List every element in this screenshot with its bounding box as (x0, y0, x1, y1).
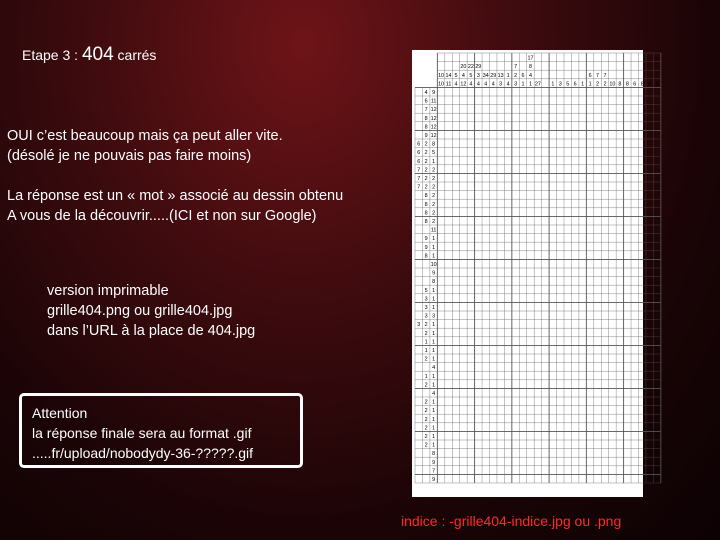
row-clue: 2 (424, 416, 428, 423)
row-clue: 7 (424, 107, 428, 114)
row-clue: 2 (424, 150, 428, 157)
row-clue: 1 (432, 305, 436, 311)
column-clue: 10 (438, 81, 445, 88)
row-clue: 5 (424, 287, 428, 294)
column-clue: 6 (521, 72, 525, 79)
row-clue: 12 (430, 115, 437, 122)
attention-box (19, 393, 303, 468)
row-clue: 8 (424, 201, 428, 208)
nonogram-grid (412, 50, 659, 497)
row-clue: 9 (424, 236, 428, 243)
column-clue: 2 (596, 81, 600, 88)
row-clue: 1 (424, 339, 428, 346)
row-clue: 2 (424, 184, 428, 191)
row-clue: 1 (432, 158, 436, 165)
row-clue: 2 (432, 167, 436, 174)
intro-line: A vous de la découvrir.....(ICI et non sur Google) (7, 208, 317, 224)
column-clue: 2 (603, 81, 607, 88)
column-clue: 8 (618, 81, 622, 88)
row-clue: 12 (430, 133, 437, 139)
row-clue: 2 (432, 219, 436, 225)
row-clue: 1 (432, 236, 436, 243)
column-clue: 4 (469, 81, 473, 88)
intro-line: (désolé je ne pouvais pas faire moins) (7, 148, 252, 164)
row-clue: 3 (417, 322, 421, 329)
column-clue: 6 (573, 81, 577, 88)
row-clue: 9 (424, 244, 428, 251)
row-clue: 2 (432, 184, 436, 191)
column-clue: 4 (454, 81, 458, 88)
attention-line: la réponse finale sera au format .gif (32, 425, 252, 441)
row-clue: 8 (424, 219, 428, 225)
row-clue: 2 (432, 201, 436, 208)
row-clue: 1 (432, 244, 436, 251)
row-clue: 1 (432, 442, 436, 449)
step-suffix: carrés (117, 47, 157, 63)
row-clue: 9 (424, 133, 428, 139)
row-clue: 2 (424, 408, 428, 415)
row-clue: 1 (432, 296, 436, 303)
row-clue: 8 (424, 193, 428, 200)
row-clue: 2 (432, 193, 436, 200)
column-clue: 3 (476, 72, 480, 79)
intro-text (7, 126, 343, 226)
column-clue: 7 (603, 72, 607, 79)
row-clue: 8 (424, 253, 428, 260)
row-clue: 2 (424, 158, 428, 165)
row-clue: 2 (424, 434, 428, 440)
print-line: version imprimable (47, 283, 169, 299)
row-clue: 1 (432, 373, 436, 380)
square-count: 404 (81, 44, 114, 65)
column-clue: 13 (497, 72, 504, 79)
attention-line: .....fr/upload/nobodydy-36-?????.gif (32, 445, 254, 461)
column-clue: 14 (445, 72, 452, 79)
column-clue: 34 (482, 72, 489, 79)
column-clue: 1 (521, 81, 525, 88)
row-clue: 9 (432, 477, 436, 483)
column-clue: 7 (514, 64, 518, 71)
column-clue: 1 (506, 72, 510, 79)
row-clue: 1 (432, 339, 436, 346)
row-clue: 7 (417, 167, 421, 174)
row-clue: 9 (432, 459, 436, 466)
intro-line (7, 166, 343, 186)
row-clue: 2 (424, 399, 428, 406)
column-clue: 27 (534, 81, 541, 88)
column-clue: 8 (528, 64, 532, 71)
row-clue: 6 (424, 98, 428, 105)
nonogram-svg (412, 50, 659, 497)
column-clue: 6 (633, 81, 637, 88)
row-clue: 4 (432, 365, 436, 372)
row-clue: 12 (430, 107, 437, 114)
print-line: dans l’URL à la place de 404.jpg (47, 323, 256, 339)
row-clue: 2 (424, 167, 428, 174)
row-clue: 3 (424, 313, 428, 320)
row-clue: 1 (432, 434, 436, 440)
column-clue: 8 (625, 81, 629, 88)
column-clue: 1 (588, 81, 592, 88)
column-clue: 17 (527, 55, 534, 62)
row-clue: 1 (432, 322, 436, 329)
column-clue: 3 (514, 81, 518, 88)
row-clue: 9 (432, 90, 436, 96)
column-clue: 1 (551, 81, 555, 88)
step-prefix: Etape 3 : (22, 47, 79, 63)
column-clue: 4 (491, 81, 495, 88)
column-clue: 29 (490, 72, 497, 79)
row-clue: 2 (424, 322, 428, 329)
row-clue: 2 (424, 425, 428, 432)
column-clue: 5 (469, 72, 473, 79)
column-clue: 6 (588, 72, 592, 79)
row-clue: 12 (430, 124, 437, 131)
hint-text: indice : -grille404-indice.jpg ou .png (401, 513, 622, 529)
row-clue: 8 (432, 279, 436, 286)
row-clue: 8 (432, 141, 436, 148)
column-clue: 29 (475, 64, 482, 71)
column-clue: 22 (467, 64, 474, 71)
attention-line: Attention (32, 405, 88, 421)
row-clue: 8 (424, 115, 428, 122)
column-clue: 6 (648, 81, 652, 88)
intro-line: OUI c’est beaucoup mais ça peut aller vite. (7, 128, 283, 144)
row-clue: 2 (424, 330, 428, 337)
row-clue: 11 (430, 227, 437, 234)
row-clue: 3 (432, 313, 436, 320)
column-clue: 4 (506, 81, 510, 88)
column-clue: 4 (476, 81, 480, 88)
row-clue: 7 (417, 176, 421, 182)
column-clue: 1 (581, 81, 585, 88)
row-clue: 1 (432, 425, 436, 432)
row-clue: 1 (432, 348, 436, 354)
row-clue: 2 (432, 176, 436, 182)
row-clue: 1 (432, 416, 436, 423)
row-clue: 1 (432, 287, 436, 294)
row-clue: 2 (424, 382, 428, 389)
print-line: grille404.png ou grille404.jpg (47, 303, 233, 319)
row-clue: 9 (432, 270, 436, 277)
step-title (22, 44, 156, 66)
column-clue: 4 (655, 81, 659, 88)
row-clue: 1 (432, 330, 436, 337)
column-clue: 4 (461, 72, 465, 79)
row-clue: 4 (424, 90, 428, 96)
column-clue: 4 (484, 81, 488, 88)
row-clue: 10 (430, 262, 437, 268)
row-clue: 8 (424, 210, 428, 217)
row-clue: 1 (432, 382, 436, 389)
column-clue: 12 (460, 81, 467, 88)
row-clue: 1 (424, 348, 428, 354)
column-clue: 5 (454, 72, 458, 79)
column-clue: 5 (566, 81, 570, 88)
row-clue: 6 (417, 150, 421, 157)
intro-line: La réponse est un « mot » associé au dessin obtenu (7, 188, 344, 204)
column-clue: 3 (499, 81, 503, 88)
row-clue: 1 (432, 408, 436, 415)
column-clue: 8 (640, 81, 644, 88)
row-clue: 8 (432, 451, 436, 458)
row-clue: 2 (424, 356, 428, 363)
column-clue: 2 (514, 72, 518, 79)
row-clue: 2 (432, 210, 436, 217)
row-clue: 2 (424, 442, 428, 449)
row-clue: 2 (424, 141, 428, 148)
row-clue: 8 (424, 124, 428, 131)
row-clue: 4 (432, 391, 436, 397)
row-clue: 6 (417, 141, 421, 148)
row-clue: 2 (424, 176, 428, 182)
column-clue: 20 (460, 64, 467, 71)
row-clue: 6 (417, 158, 421, 165)
row-clue: 1 (432, 356, 436, 363)
column-clue: 10 (609, 81, 616, 88)
column-clue: 4 (528, 72, 532, 79)
column-clue: 3 (558, 81, 562, 88)
row-clue: 5 (432, 150, 436, 157)
row-clue: 7 (417, 184, 421, 191)
row-clue: 1 (432, 253, 436, 260)
column-clue: 1 (528, 81, 532, 88)
column-clue: 10 (438, 72, 445, 79)
row-clue: 3 (424, 296, 428, 303)
row-clue: 3 (424, 305, 428, 311)
row-clue: 1 (432, 399, 436, 406)
row-clue: 11 (430, 98, 437, 105)
column-clue: 7 (596, 72, 600, 79)
row-clue: 7 (432, 468, 436, 475)
row-clue: 1 (424, 373, 428, 380)
print-version-text (47, 281, 255, 341)
column-clue: 11 (445, 81, 452, 88)
